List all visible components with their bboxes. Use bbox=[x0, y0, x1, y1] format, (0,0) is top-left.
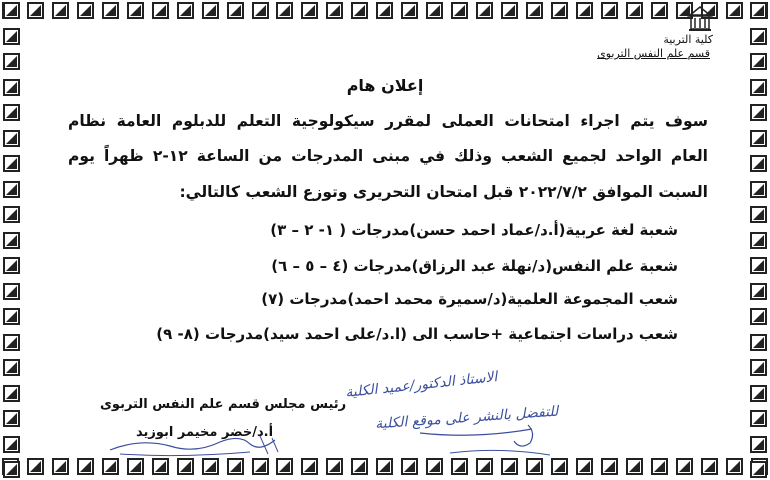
border-tile bbox=[3, 28, 20, 45]
border-tile bbox=[127, 2, 144, 19]
border-tile bbox=[3, 2, 20, 19]
border-right bbox=[750, 0, 770, 480]
border-tile bbox=[3, 130, 20, 147]
border-tile bbox=[626, 458, 643, 475]
border-tile bbox=[626, 2, 643, 19]
border-tile bbox=[301, 2, 318, 19]
border-tile bbox=[3, 385, 20, 402]
border-tile bbox=[102, 458, 119, 475]
border-tile bbox=[326, 2, 343, 19]
border-tile bbox=[152, 458, 169, 475]
border-tile bbox=[750, 257, 767, 274]
border-tile bbox=[227, 2, 244, 19]
border-tile bbox=[750, 104, 767, 121]
section-psychology: شعبة علم النفس(د/نهلة عبد الرزاق)مدرجات (٤ – ٥ – ٦) bbox=[271, 257, 678, 275]
border-tile bbox=[202, 458, 219, 475]
border-tile bbox=[551, 2, 568, 19]
border-tile bbox=[3, 104, 20, 121]
announcement-title: إعلان هام bbox=[346, 76, 424, 95]
border-tile bbox=[3, 181, 20, 198]
border-tile bbox=[750, 359, 767, 376]
border-tile bbox=[750, 308, 767, 325]
border-tile bbox=[3, 461, 20, 478]
border-tile bbox=[601, 458, 618, 475]
border-tile bbox=[526, 2, 543, 19]
border-tile bbox=[3, 53, 20, 70]
border-tile bbox=[501, 2, 518, 19]
border-tile bbox=[651, 458, 668, 475]
border-tile bbox=[701, 458, 718, 475]
border-left bbox=[3, 0, 25, 480]
border-tile bbox=[3, 257, 20, 274]
border-tile bbox=[750, 334, 767, 351]
border-tile bbox=[750, 130, 767, 147]
border-tile bbox=[750, 461, 767, 478]
border-tile bbox=[351, 2, 368, 19]
border-tile bbox=[3, 155, 20, 172]
announcement-line-1: سوف يتم اجراء امتحانات العملى لمقرر سيكولوجية التعلم للدبلوم العامة نظام bbox=[68, 112, 708, 130]
border-tile bbox=[750, 2, 767, 19]
border-tile bbox=[3, 232, 20, 249]
border-tile bbox=[676, 458, 693, 475]
border-top bbox=[0, 2, 770, 24]
announcement-line-2: العام الواحد لجميع الشعب وذلك في مبنى المدرجات من الساعة ١٢-٢ ظهراً يوم bbox=[68, 147, 708, 165]
border-tile bbox=[576, 458, 593, 475]
college-name: كلية التربية bbox=[663, 33, 713, 46]
border-tile bbox=[102, 2, 119, 19]
border-tile bbox=[202, 2, 219, 19]
border-tile bbox=[3, 206, 20, 223]
border-tile bbox=[77, 458, 94, 475]
border-tile bbox=[726, 458, 743, 475]
border-tile bbox=[750, 155, 767, 172]
border-tile bbox=[252, 458, 269, 475]
border-tile bbox=[750, 283, 767, 300]
signature-title: رئيس مجلس قسم علم النفس التربوى bbox=[100, 397, 347, 412]
border-tile bbox=[152, 2, 169, 19]
border-tile bbox=[252, 2, 269, 19]
border-tile bbox=[52, 458, 69, 475]
border-tile bbox=[750, 28, 767, 45]
border-tile bbox=[227, 458, 244, 475]
border-tile bbox=[276, 2, 293, 19]
border-tile bbox=[127, 458, 144, 475]
section-arabic: شعبة لغة عربية(أ.د/عماد احمد حسن)مدرجات ( ١- ٢ – ٣) bbox=[270, 221, 678, 239]
border-tile bbox=[750, 436, 767, 453]
border-tile bbox=[451, 2, 468, 19]
handwritten-note-line-1: الاستاذ الدكتور/عميد الكلية bbox=[344, 369, 499, 401]
border-tile bbox=[3, 410, 20, 427]
border-tile bbox=[276, 458, 293, 475]
border-tile bbox=[52, 2, 69, 19]
section-social-studies: شعب دراسات اجتماعية +حاسب الى (ا.د/على احمد سيد)مدرجات (٨- ٩) bbox=[156, 325, 678, 343]
border-tile bbox=[3, 308, 20, 325]
border-tile bbox=[426, 2, 443, 19]
border-tile bbox=[77, 2, 94, 19]
department-name: قسم علم النفس التربوى bbox=[597, 47, 710, 60]
border-tile bbox=[177, 2, 194, 19]
announcement-line-3: السبت الموافق ٢٠٢٢/٧/٢ قبل امتحان التحريرى وتوزع الشعب كالتالي: bbox=[179, 183, 708, 201]
border-tile bbox=[601, 2, 618, 19]
handwritten-note-line-2: للتفضل بالنشر على موقع الكلية bbox=[374, 403, 559, 433]
border-tile bbox=[750, 232, 767, 249]
university-logo bbox=[685, 3, 715, 33]
border-tile bbox=[3, 334, 20, 351]
signature-name: أ.د/خضر مخيمر ابوزيد bbox=[136, 425, 274, 440]
border-tile bbox=[750, 206, 767, 223]
border-tile bbox=[401, 2, 418, 19]
border-tile bbox=[27, 458, 44, 475]
border-tile bbox=[726, 2, 743, 19]
border-tile bbox=[3, 436, 20, 453]
border-tile bbox=[750, 410, 767, 427]
border-tile bbox=[476, 2, 493, 19]
border-tile bbox=[750, 53, 767, 70]
border-tile bbox=[376, 2, 393, 19]
border-tile bbox=[27, 2, 44, 19]
border-tile bbox=[651, 2, 668, 19]
section-science: شعب المجموعة العلمية(د/سميرة محمد احمد)مدرجات (٧) bbox=[261, 290, 678, 308]
border-tile bbox=[750, 385, 767, 402]
border-tile bbox=[3, 359, 20, 376]
border-tile bbox=[177, 458, 194, 475]
border-tile bbox=[3, 283, 20, 300]
border-tile bbox=[576, 2, 593, 19]
signature-scribble bbox=[100, 430, 300, 460]
border-tile bbox=[750, 181, 767, 198]
